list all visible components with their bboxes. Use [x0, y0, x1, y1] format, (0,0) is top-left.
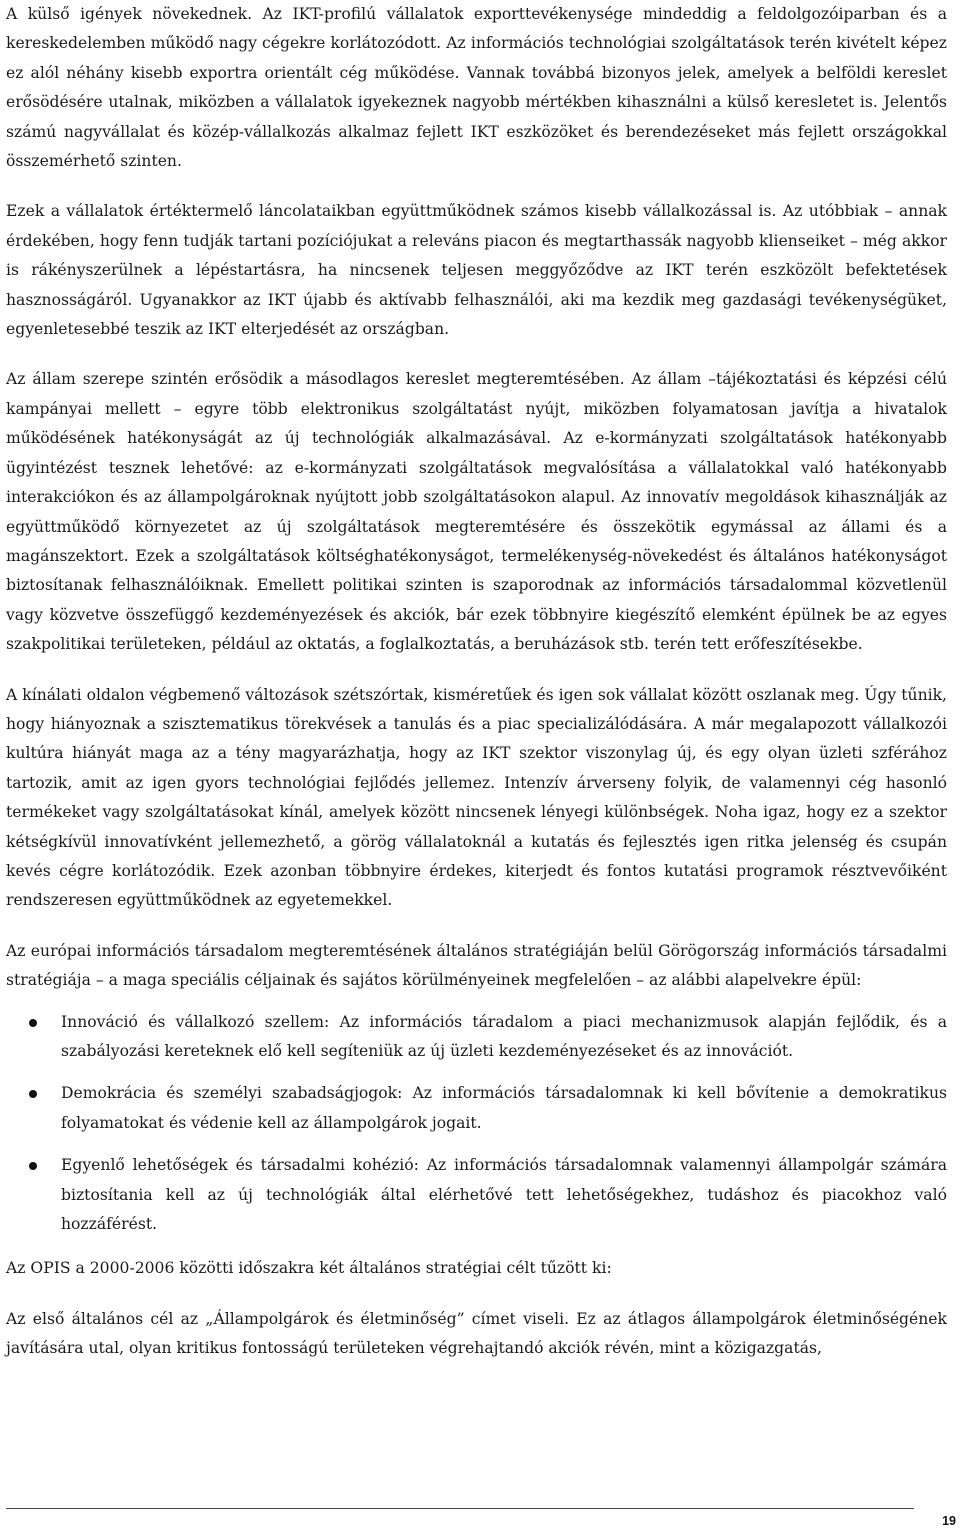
bullet-icon — [29, 1162, 37, 1170]
list-item-text: Innováció és vállalkozó szellem: Az információs táradalom a piaci mechanizmusok alapján fejlődik, és a szabályozási kereteknek elő kell segíteniük az új üzleti kezdeményezéseket és az innovációt. — [61, 1012, 947, 1060]
bullet-icon — [29, 1019, 37, 1027]
paragraph-state-role: Az állam szerepe szintén erősödik a másodlagos kereslet megteremtésében. Az állam –tájékoztatási és képzési célú kampányai mellett – egyre több elektronikus szolgáltatást nyújt, miközben folyamatosan javítja a hivatalok működésének hatékonyságát az új technológiák alkalmazásával. Az e-kormányzati szolgáltatások hatékonyabb ügyintézést tesznek lehetővé: az e-kormányzati szolgáltatások megvalósítása a vállalatokkal való hatékonyabb interakciókon és az állampolgároknak nyújtott jobb szolgáltatásokon alapul. Az innovatív megoldások kihasználják az együttműködő környezetet az új szolgáltatások megteremtésére és összekötik egymással az állami és a magánszektort. Ezek a szolgáltatások költséghatékonyságot, termelékenység-növekedést és általános hatékonyságot biztosítanak felhasználóiknak. Emellett politikai szinten is szaporodnak az információs társadalommal közvetlenül vagy közvetve összefüggő kezdeményezések és akciók, bár ezek többnyire kiegészítő elemként épülnek be az egyes szakpolitikai területeken, például az oktatás, a foglalkoztatás, a beruházások stb. terén tett erőfeszítésekbe. — [6, 370, 947, 654]
list-item — [6, 1008, 947, 1067]
list-item — [6, 1079, 947, 1138]
principles-list — [6, 1008, 947, 1240]
paragraph-external-demand: A külső igények növekednek. Az IKT-profilú vállalatok exporttevékenysége mindeddig a feldolgozóiparban és a kereskedelemben működő nagy cégekre korlátozódott. Az információs technológiai szolgáltatások terén kivételt képez ez alól néhány kisebb exportra orientált cég működése. Vannak továbbá bizonyos jelek, amelyek a belföldi kereslet erősödésére utalnak, miközben a vállalatok igyekeznek nagyobb mértékben kihasználni a külső keresletet is. Jelentős számú nagyvállalat és közép-vállalkozás alkalmaz fejlett IKT eszközöket és berendezéseket más fejlett országokkal összemérhető szinten. — [6, 5, 947, 171]
bullet-icon — [29, 1090, 37, 1098]
list-item — [6, 1151, 947, 1239]
list-item-text: Egyenlő lehetőségek és társadalmi kohézió: Az információs társadalomnak valamennyi állampolgár számára biztosítania kell az új technológiák által elérhetővé tett lehetőségekhez, tudáshoz és piacokhoz való hozzáférést. — [61, 1156, 947, 1234]
paragraph-first-goal: Az első általános cél az „Állampolgárok és életminőség” címet viseli. Ez az átlagos állampolgárok életminőségének javítására utal, olyan kritikus fontosságú területeken végrehajtandó akciók révén, mint a közigazgatás, — [6, 1309, 947, 1358]
document-page — [6, 0, 947, 1385]
paragraph-opis-goals: Az OPIS a 2000-2006 közötti időszakra két általános stratégiai célt tűzött ki: — [6, 1259, 612, 1278]
list-item-text: Demokrácia és személyi szabadságjogok: Az információs társadalomnak ki kell bővítenie a demokratikus folyamatokat és védenie kell az állampolgárok jogait. — [61, 1084, 947, 1132]
paragraph-strategy-intro: Az európai információs társadalom megteremtésének általános stratégiáján belül Görögország információs társadalmi stratégiája – a maga speciális céljainak és sajátos körülményeinek megfelelően – az alábbi alapelvekre épül: — [6, 941, 947, 990]
paragraph-value-chains: Ezek a vállalatok értéktermelő láncolataikban együttműködnek számos kisebb vállalkozással is. Az utóbbiak – annak érdekében, hogy fenn tudják tartani pozíciójukat a releváns piacon és megtarthassák nagyobb klienseiket – még akkor is rákényszerülnek a lépéstartásra, ha nincsenek teljesen meggyőződve az IKT terén eszközölt befektetések hasznosságáról. Ugyanakkor az IKT újabb és aktívabb felhasználói, aki ma kezdik meg gazdasági tevékenységüket, egyenletesebbé teszik az IKT elterjedését az országban. — [6, 202, 947, 339]
page-number: 19 — [942, 1514, 956, 1528]
paragraph-supply-side: A kínálati oldalon végbemenő változások szétszórtak, kisméretűek és igen sok vállalat között oszlanak meg. Úgy tűnik, hogy hiányoznak a szisztematikus törekvések a tanulás és a piac specializálódására. A már megalapozott vállalkozói kultúra hiányát maga az a tény magyarázhatja, hogy az IKT szektor viszonylag új, és egy olyan üzleti szférához tartozik, amit az igen gyors technológiai fejlődés jellemez. Intenzív árverseny folyik, de valamennyi cég hasonló termékeket vagy szolgáltatásokat kínál, amelyek között nincsenek lényegi különbségek. Noha igaz, hogy ez a szektor kétségkívül innovatívként jellemezhető, a görög vállalatoknál a kutatás és fejlesztés igen ritka jelenség és csupán kevés cégre korlátozódik. Ezek azonban többnyire érdekes, kiterjedt és fontos kutatási programok résztvevőiként rendszeresen együttműködnek az egyetemekkel. — [6, 685, 947, 910]
footer-divider — [6, 1508, 914, 1509]
